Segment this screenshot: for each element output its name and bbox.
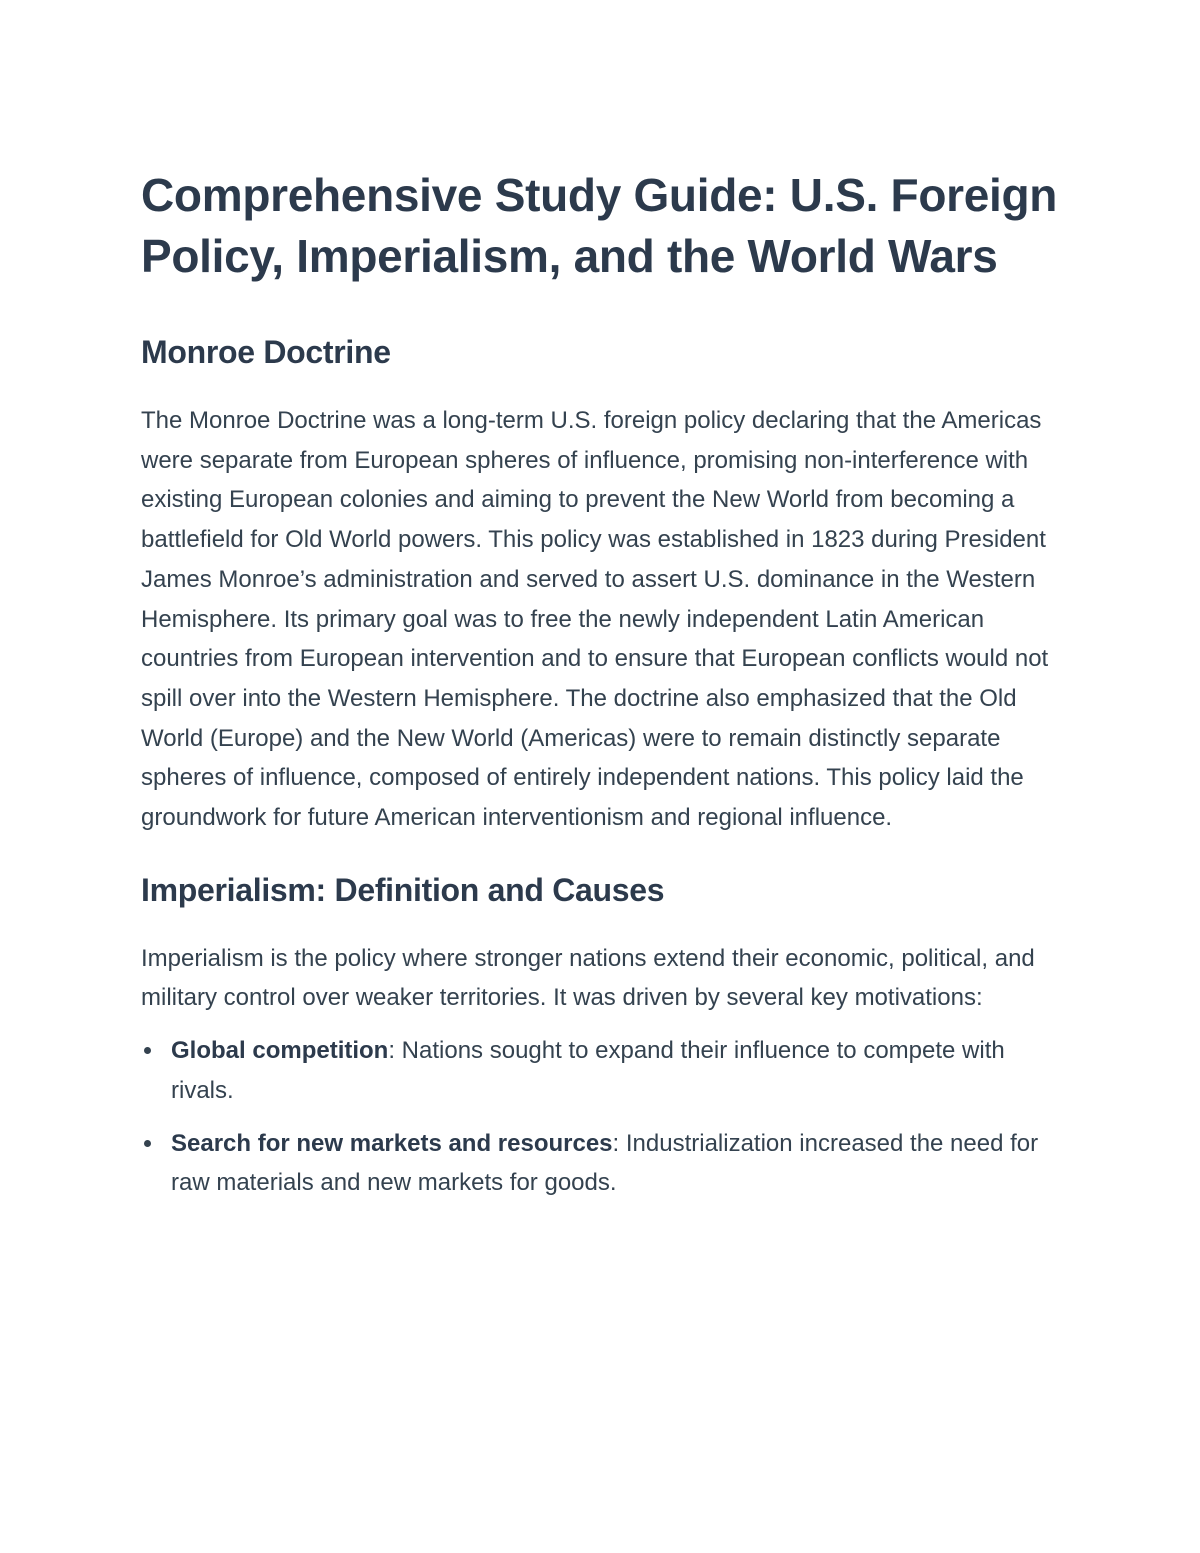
imperialism-causes-list bbox=[141, 1031, 1066, 1203]
section-heading-imperialism: Imperialism: Definition and Causes bbox=[141, 871, 665, 908]
bullet-text: : Nations sought to expand their influence to compete with rivals. bbox=[171, 1037, 1005, 1104]
document-title: Comprehensive Study Guide: U.S. Foreign Policy, Imperialism, and the World Wars bbox=[141, 169, 1058, 282]
document-page bbox=[141, 165, 1066, 1216]
section-heading-monroe-doctrine: Monroe Doctrine bbox=[141, 334, 391, 370]
monroe-doctrine-paragraph: The Monroe Doctrine was a long-term U.S. foreign policy declaring that the Americas were separate from European spheres of influence, promising non-interference with existing European colonies and aiming to prevent the New World from becoming a battlefield for Old World powers. This policy was established in 1823 during President James Monroe’s administration and served to assert U.S. dominance in the Western Hemisphere. Its primary goal was to free the newly independent Latin American countries from European intervention and to ensure that European conflicts would not spill over into the Western Hemisphere. The doctrine also emphasized that the Old World (Europe) and the New World (Americas) were to remain distinctly separate spheres of influence, composed of entirely independent nations. This policy laid the groundwork for future American interventionism and regional influence. bbox=[141, 407, 1049, 832]
bullet-icon bbox=[144, 1140, 151, 1147]
bullet-term: Search for new markets and resources bbox=[171, 1129, 613, 1157]
bullet-term: Global competition bbox=[171, 1037, 389, 1065]
imperialism-paragraph: Imperialism is the policy where stronger nations extend their economic, political, and military control over weaker territories. It was driven by several key motivations: bbox=[141, 944, 1035, 1012]
list-item bbox=[141, 1124, 1066, 1203]
bullet-text: : Industrialization increased the need for raw materials and new markets for goods. bbox=[171, 1129, 1039, 1197]
list-item bbox=[141, 1031, 1066, 1110]
bullet-icon bbox=[144, 1047, 151, 1054]
